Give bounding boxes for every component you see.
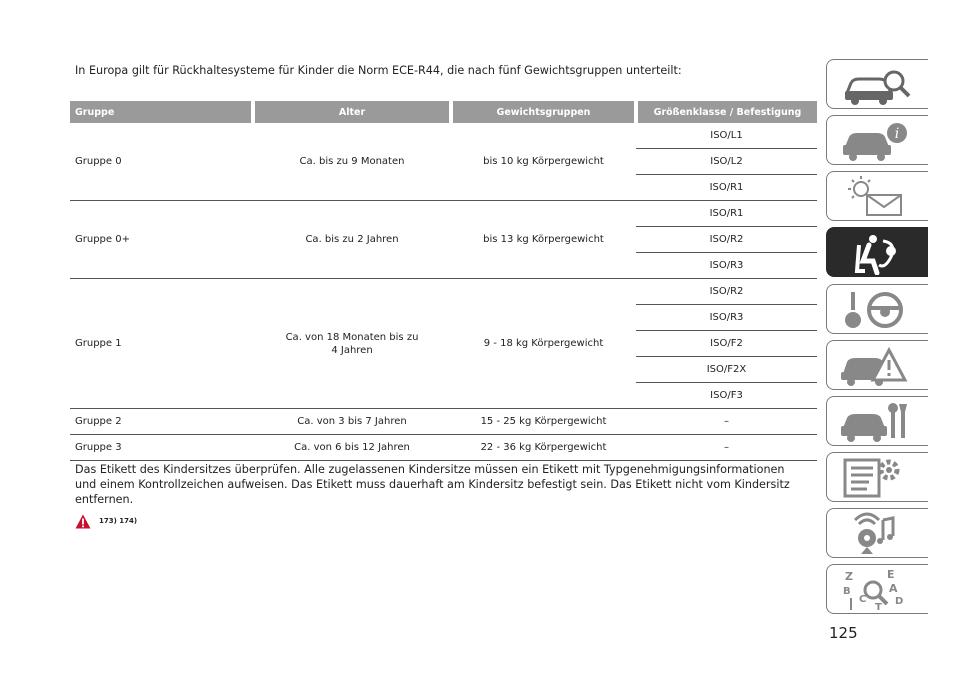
size-class: ISO/F2 [636, 331, 817, 357]
child-seat-table [70, 101, 817, 461]
size-class: ISO/L1 [636, 123, 817, 149]
sidebar-tab-emergency[interactable] [826, 340, 928, 390]
car-tools-icon [839, 400, 919, 444]
sidebar-tab-starting-driving[interactable] [826, 284, 928, 334]
group-name: Gruppe 3 [70, 435, 253, 461]
specifications-gear-icon [839, 456, 919, 500]
index-letter-e: E [887, 568, 895, 581]
size-class: ISO/R1 [636, 201, 817, 227]
size-class: ISO/R1 [636, 175, 817, 201]
index-letter-c: C [859, 594, 867, 605]
group-age [253, 279, 451, 409]
size-class: – [636, 435, 817, 461]
table-row [70, 435, 817, 461]
sidebar-tab-servicing[interactable] [826, 396, 928, 446]
header-gewichtsgruppen: Gewichtsgruppen [451, 101, 636, 123]
warning-light-message-icon [839, 175, 919, 219]
group-age: Ca. von 3 bis 7 Jahren [253, 409, 451, 435]
group-age: Ca. von 6 bis 12 Jahren [253, 435, 451, 461]
header-groessenklasse: Größenklasse / Befestigung [636, 101, 817, 123]
table-row [70, 409, 817, 435]
group-age-text: Ca. von 18 Monaten bis zu 4 Jahren [285, 331, 419, 356]
sidebar-tab-multimedia[interactable] [826, 508, 928, 558]
size-class: – [636, 409, 817, 435]
index-letter-a: A [889, 582, 898, 595]
car-search-icon [839, 63, 919, 107]
label-note: Das Etikett des Kindersitzes überprüfen. Alle zugelassenen Kindersitze müssen ein Etikett mit Typgenehmigungsinformationen und einem Kontrollzeichen aufweisen. Das Etikett muss dauerhaft am Kindersitz befestigt sein. Das Etikett nicht vom Kindersitz entfernen. [75, 463, 790, 506]
table-row [70, 201, 817, 227]
group-weight: 22 - 36 kg Körpergewicht [451, 435, 636, 461]
warning-triangle-icon [75, 514, 91, 529]
group-weight: 15 - 25 kg Körpergewicht [451, 409, 636, 435]
header-gruppe: Gruppe [70, 101, 253, 123]
size-class: ISO/R3 [636, 305, 817, 331]
group-name: Gruppe 0 [70, 123, 253, 201]
warning-reference [75, 513, 137, 529]
header-alter: Alter [253, 101, 451, 123]
group-age: Ca. bis zu 2 Jahren [253, 201, 451, 279]
size-class: ISO/F2X [636, 357, 817, 383]
index-search-icon [839, 568, 919, 612]
sidebar-tab-getting-to-know[interactable] [826, 59, 928, 109]
index-letter-z: Z [845, 570, 853, 583]
size-class: ISO/R2 [636, 279, 817, 305]
table-header-row [70, 101, 817, 123]
group-name: Gruppe 1 [70, 279, 253, 409]
sidebar-tab-dashboard[interactable] [826, 115, 928, 165]
warning-refs[interactable]: 173) 174) [99, 517, 138, 525]
sidebar-tab-technical-data[interactable] [826, 452, 928, 502]
group-age: Ca. bis zu 9 Monaten [253, 123, 451, 201]
group-name: Gruppe 0+ [70, 201, 253, 279]
sidebar-tab-safety[interactable] [826, 227, 928, 277]
group-weight: bis 13 kg Körpergewicht [451, 201, 636, 279]
car-info-icon [839, 119, 919, 163]
sidebar-tab-warning-lights[interactable] [826, 171, 928, 221]
group-weight: 9 - 18 kg Körpergewicht [451, 279, 636, 409]
table-row [70, 123, 817, 149]
index-letter-b: B [843, 586, 851, 597]
car-accident-warning-icon [839, 344, 919, 388]
key-steering-wheel-icon [839, 288, 919, 332]
table-row [70, 279, 817, 305]
index-letter-d: D [895, 596, 904, 607]
size-class: ISO/R2 [636, 227, 817, 253]
index-letter-t: T [875, 602, 882, 612]
size-class: ISO/R3 [636, 253, 817, 279]
group-name: Gruppe 2 [70, 409, 253, 435]
size-class: ISO/L2 [636, 149, 817, 175]
sidebar-tab-index[interactable] [826, 564, 928, 614]
seat-airbag-icon [839, 231, 919, 275]
svg-text:i: i [894, 126, 900, 142]
intro-text: In Europa gilt für Rückhaltesysteme für Kinder die Norm ECE-R44, die nach fünf Gewichtsgruppen unterteilt: [75, 64, 682, 77]
multimedia-icon [839, 512, 919, 556]
size-class: ISO/F3 [636, 383, 817, 409]
group-weight: bis 10 kg Körpergewicht [451, 123, 636, 201]
page-number: 125 [829, 624, 858, 642]
